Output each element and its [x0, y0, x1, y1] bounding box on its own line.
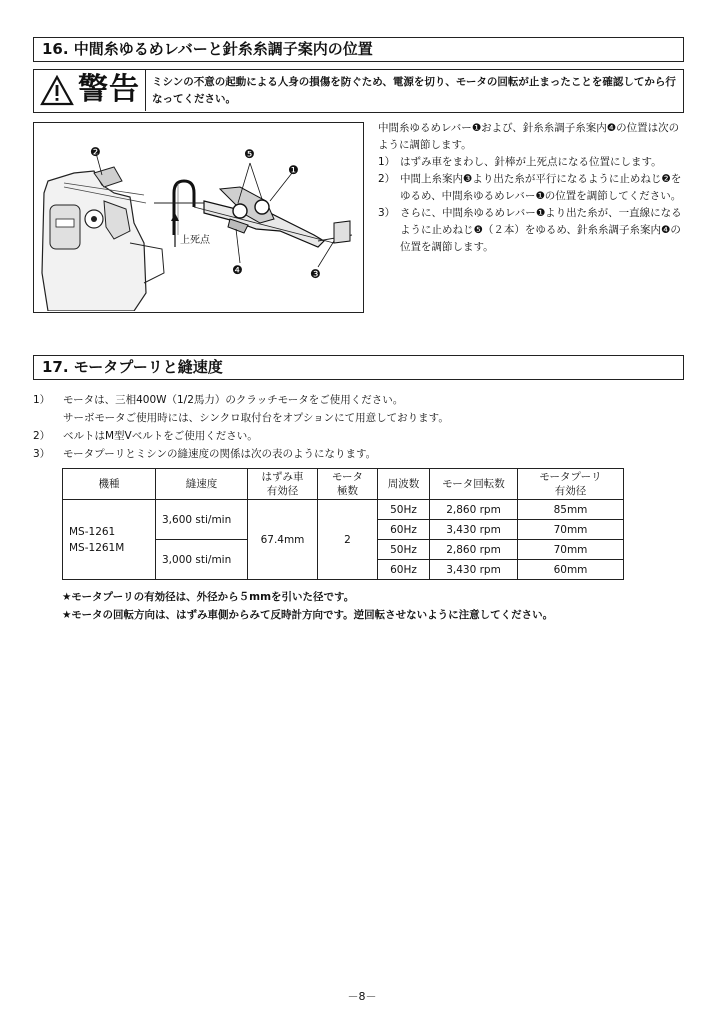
- header-speed: 縫速度: [156, 469, 248, 500]
- flywheel-cell: 67.4mm: [248, 500, 318, 580]
- speed-cell: 3,600 sti/min: [156, 500, 248, 540]
- warning-label: [34, 70, 146, 111]
- pulley-cell: 60mm: [518, 560, 624, 580]
- motor-list: [33, 391, 684, 463]
- callout-4: ❹: [232, 263, 243, 277]
- poles-cell: 2: [318, 500, 378, 580]
- header-poles-line1: モータ: [331, 471, 364, 483]
- list-number: 3）: [33, 448, 51, 460]
- header-rpm: モータ回転数: [430, 469, 518, 500]
- header-pulley-line2: 有効径: [554, 485, 587, 497]
- rpm-cell: 3,430 rpm: [430, 520, 518, 540]
- section-17-title: 17. モータプーリと縫速度: [33, 355, 684, 380]
- adjustment-instructions: [378, 120, 684, 256]
- callout-1: ❶: [288, 163, 299, 177]
- rpm-cell: 2,860 rpm: [430, 540, 518, 560]
- header-model: 機種: [63, 469, 156, 500]
- list-item: [33, 391, 684, 409]
- top-dead-center-label: 上死点: [180, 235, 210, 246]
- table-header-row: [63, 469, 624, 500]
- pulley-cell: 70mm: [518, 520, 624, 540]
- step-number: 2）: [378, 173, 396, 185]
- motor-pulley-table: [62, 468, 624, 580]
- header-poles: [318, 469, 378, 500]
- callout-3: ❸: [310, 267, 321, 281]
- step-number: 3）: [378, 207, 396, 219]
- list-number: 1）: [33, 394, 51, 406]
- warning-box: [33, 69, 684, 113]
- instruction-step: [378, 154, 684, 171]
- model-name: MS-1261M: [69, 541, 125, 554]
- step-text: はずみ車をまわし、針棒が上死点になる位置にします。: [400, 156, 662, 168]
- speed-cell: 3,000 sti/min: [156, 540, 248, 580]
- warning-text: ミシンの不意の起動による人身の損傷を防ぐため、電源を切り、モータの回転が止まったことを確認してから行なってください。: [152, 76, 676, 105]
- step-text: 中間上糸案内❸より出た糸が平行になるように止めねじ❷をゆるめ、中間糸ゆるめレバー❶の位置を調節してください。: [400, 173, 682, 202]
- header-frequency: 周波数: [378, 469, 430, 500]
- header-poles-line2: 極数: [337, 485, 358, 497]
- pulley-cell: 85mm: [518, 500, 624, 520]
- step-text: さらに、中間糸ゆるめレバー❶より出た糸が、一直線になるように止めねじ❺（２本）をゆるめ、針糸糸調子糸案内❹の位置を調節します。: [400, 207, 682, 253]
- header-pulley: [518, 469, 624, 500]
- table-row: [63, 500, 624, 520]
- list-text: ベルトはM型Vベルトをご使用ください。: [63, 430, 258, 442]
- page-number: －8－: [347, 990, 377, 1003]
- rpm-cell: 3,430 rpm: [430, 560, 518, 580]
- note-item: ★モータプーリの有効径は、外径から５mmを引いた径です。: [62, 591, 355, 603]
- list-item: [33, 427, 684, 445]
- section-16-title: 16. 中間糸ゆるめレバーと針糸糸調子案内の位置: [33, 37, 684, 62]
- callout-5: ❺: [244, 147, 255, 161]
- callout-2: ❷: [90, 145, 101, 159]
- step-number: 1）: [378, 156, 396, 168]
- freq-cell: 50Hz: [378, 540, 430, 560]
- notes: [62, 588, 553, 624]
- model-cell: [63, 500, 156, 580]
- warning-triangle-icon: [40, 75, 74, 106]
- header-pulley-line1: モータプーリ: [539, 471, 602, 483]
- instruction-step: [378, 205, 684, 256]
- sewing-machine-illustration: [34, 123, 362, 311]
- warning-label-text: 警告: [78, 72, 140, 107]
- note-item: ★モータの回転方向は、はずみ車側からみて反時計方向です。逆回転させないように注意してください。: [62, 609, 554, 621]
- freq-cell: 60Hz: [378, 560, 430, 580]
- header-flywheel-line2: 有効径: [266, 485, 299, 497]
- lever-position-figure: [33, 122, 364, 313]
- freq-cell: 50Hz: [378, 500, 430, 520]
- pulley-cell: 70mm: [518, 540, 624, 560]
- list-number: [33, 409, 63, 427]
- freq-cell: 60Hz: [378, 520, 430, 540]
- header-flywheel: [248, 469, 318, 500]
- list-text: モータプーリとミシンの縫速度の関係は次の表のようになります。: [63, 448, 377, 460]
- header-flywheel-line1: はずみ車: [261, 471, 304, 483]
- list-text: モータは、三相400W（1/2馬力）のクラッチモータをご使用ください。: [63, 394, 404, 406]
- list-text: サーボモータご使用時には、シンクロ取付台をオプションにて用意しております。: [63, 412, 449, 424]
- rpm-cell: 2,860 rpm: [430, 500, 518, 520]
- list-item: [33, 445, 684, 463]
- instruction-step: [378, 171, 684, 205]
- list-item: [33, 409, 684, 427]
- list-number: 2）: [33, 430, 51, 442]
- model-name: MS-1261: [69, 525, 116, 538]
- instructions-intro: 中間糸ゆるめレバー❶および、針糸糸調子糸案内❹の位置は次のように調節します。: [378, 122, 680, 151]
